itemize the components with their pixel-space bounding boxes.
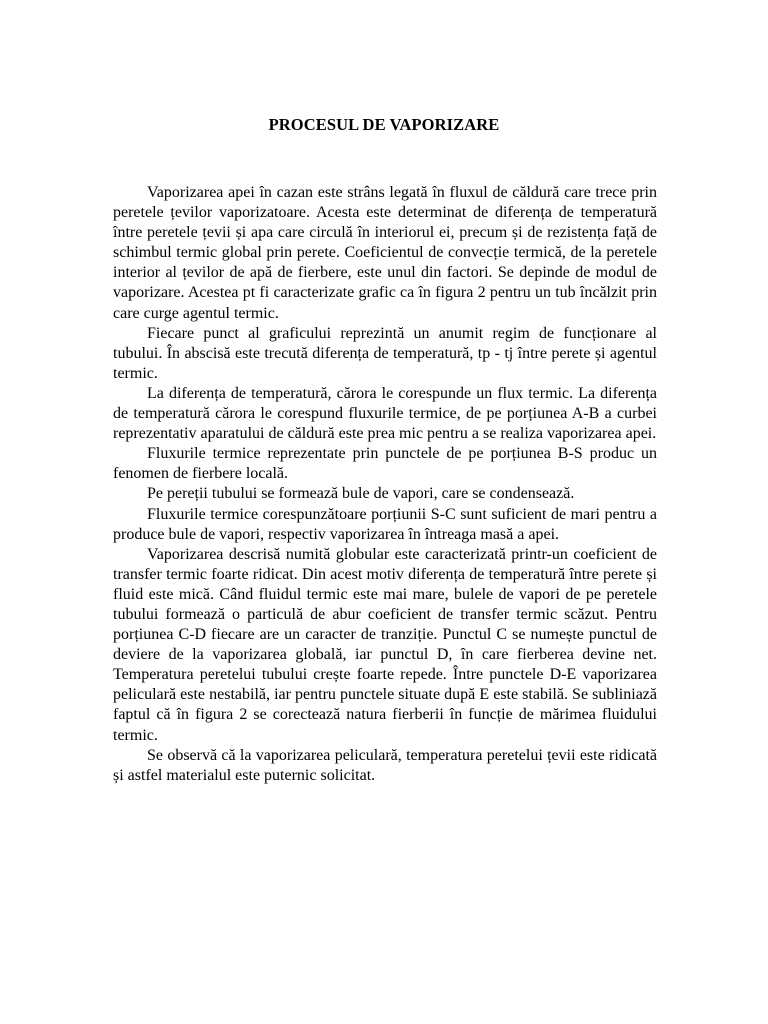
paragraph: La diferența de temperatură, cărora le corespunde un flux termic. La diferența de temperatură cărora le corespund fluxurile termice, de pe porțiunea A-B a curbei reprezentativ aparatului de căldură este prea mic pentru a se realiza vaporizarea apei. [113,384,657,443]
paragraph: Se observă că la vaporizarea peliculară, temperatura peretelui țevii este ridicată și astfel materialul este puternic solicitat. [113,746,657,784]
page-title: PROCESUL DE VAPORIZARE [268,115,500,134]
paragraph: Pe pereții tubului se formează bule de vapori, care se condensează. [147,485,575,503]
paragraph: Fiecare punct al graficului reprezintă un anumit regim de funcționare al tubului. În abscisă este trecută diferența de temperatură, tp - tj între perete și agentul termic. [113,324,657,382]
document-body [113,183,657,786]
paragraph: Fluxurile termice reprezentate prin punctele de pe porțiunea B-S produc un fenomen de fierbere locală. [113,445,657,483]
paragraph: Vaporizarea descrisă numită globular este caracterizată printr-un coeficient de transfer termic foarte ridicat. Din acest motiv diferența de temperatură între perete și fluid este mică. Când fluidul termic este mai mare, bulele de vapori de pe peretele tubului formează o particulă de abur coeficient de transfer termic scăzut. Pentru porțiunea C-D fiecare are un caracter de tranziție. Punctul C se numește punctul de deviere de la vaporizarea globală, iar punctul D, în care fierberea devine net. Temperatura peretelui tubului crește foarte repede. Între punctele D-E vaporizarea peliculară este nestabilă, iar pentru punctele situate după E este stabilă. Se subliniază faptul că în figura 2 se corectează natura fierberii în funcție de mărimea fluidului termic. [113,545,657,744]
paragraph: Fluxurile termice corespunzătoare porțiunii S-C sunt suficient de mari pentru a produce bule de vapori, respectiv vaporizarea în întreaga masă a apei. [113,505,657,543]
paragraph: Vaporizarea apei în cazan este strâns legată în fluxul de căldură care trece prin peretele țevilor vaporizatoare. Acesta este determinat de diferența de temperatură între peretele țevii și apa care circulă în interiorul ei, precum și de rezistența față de schimbul termic global prin perete. Coeficientul de convecție termică, de la peretele interior al țevilor de apă de fierbere, este unul din factori. Se depinde de modul de vaporizare. Acestea pt fi caracterizate grafic ca în figura 2 pentru un tub încălzit prin care curge agentul termic. [113,184,657,322]
